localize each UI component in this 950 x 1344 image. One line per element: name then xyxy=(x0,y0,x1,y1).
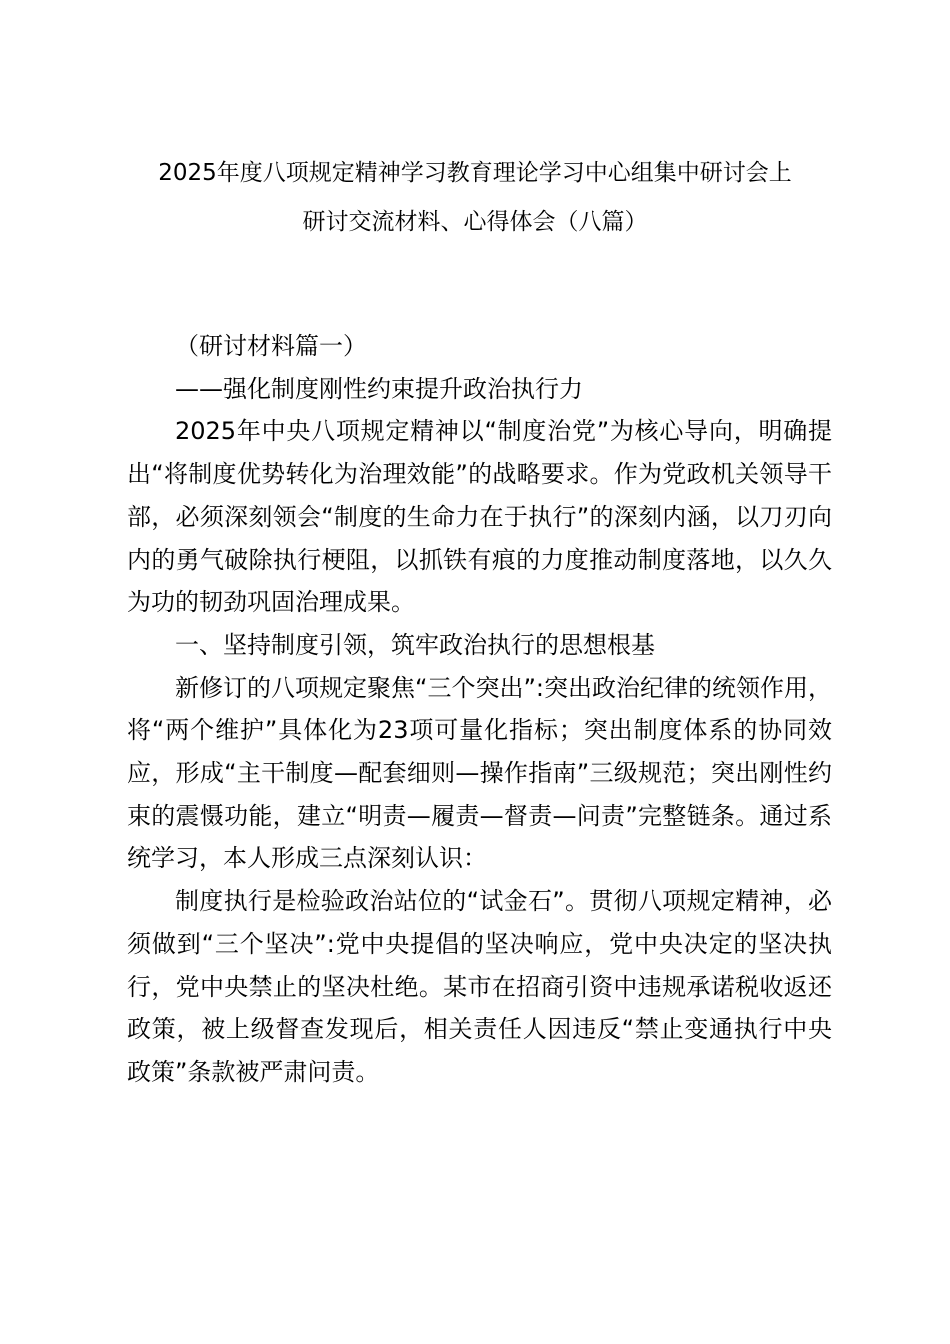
document-title-line-2: 研讨交流材料、心得体会（八篇） xyxy=(302,209,648,235)
body-paragraph: 2025年中央八项规定精神以“制度治党”为核心导向，明确提出“将制度优势转化为治理效能”的战略要求。作为党政机关领导干部，必须深刻领会“制度的生命力在于执行”的深刻内涵，以刀刃向内的勇气破除执行梗阻，以抓铁有痕的力度推动制度落地，以久久为功的韧劲巩固治理成果。 xyxy=(127,417,832,617)
section-subtitle: ——强化制度刚性约束提升政治执行力 xyxy=(175,374,583,403)
section-label: （研讨材料篇一） xyxy=(175,332,367,360)
body-paragraph: 新修订的八项规定聚焦“三个突出”:突出政治纪律的统领作用，将“两个维护”具体化为23项可量化指标；突出制度体系的协同效应，形成“主干制度—配套细则—操作指南”三级规范；突出刚性约束的震慑功能，建立“明责—履责—督责—问责”完整链条。通过系统学习，本人形成三点深刻认识： xyxy=(127,673,832,873)
body-paragraph: 制度执行是检验政治站位的“试金石”。贯彻八项规定精神，必须做到“三个坚决”:党中央提倡的坚决响应，党中央决定的坚决执行，党中央禁止的坚决杜绝。某市在招商引资中违规承诺税收返还政策，被上级督查发现后，相关责任人因违反“禁止变通执行中央政策”条款被严肃问责。 xyxy=(127,887,832,1086)
section-heading: 一、坚持制度引领，筑牢政治执行的思想根基 xyxy=(175,630,655,659)
document-body xyxy=(127,325,832,1094)
document-title-line-1: 2025年度八项规定精神学习教育理论学习中心组集中研讨会上 xyxy=(158,160,792,186)
